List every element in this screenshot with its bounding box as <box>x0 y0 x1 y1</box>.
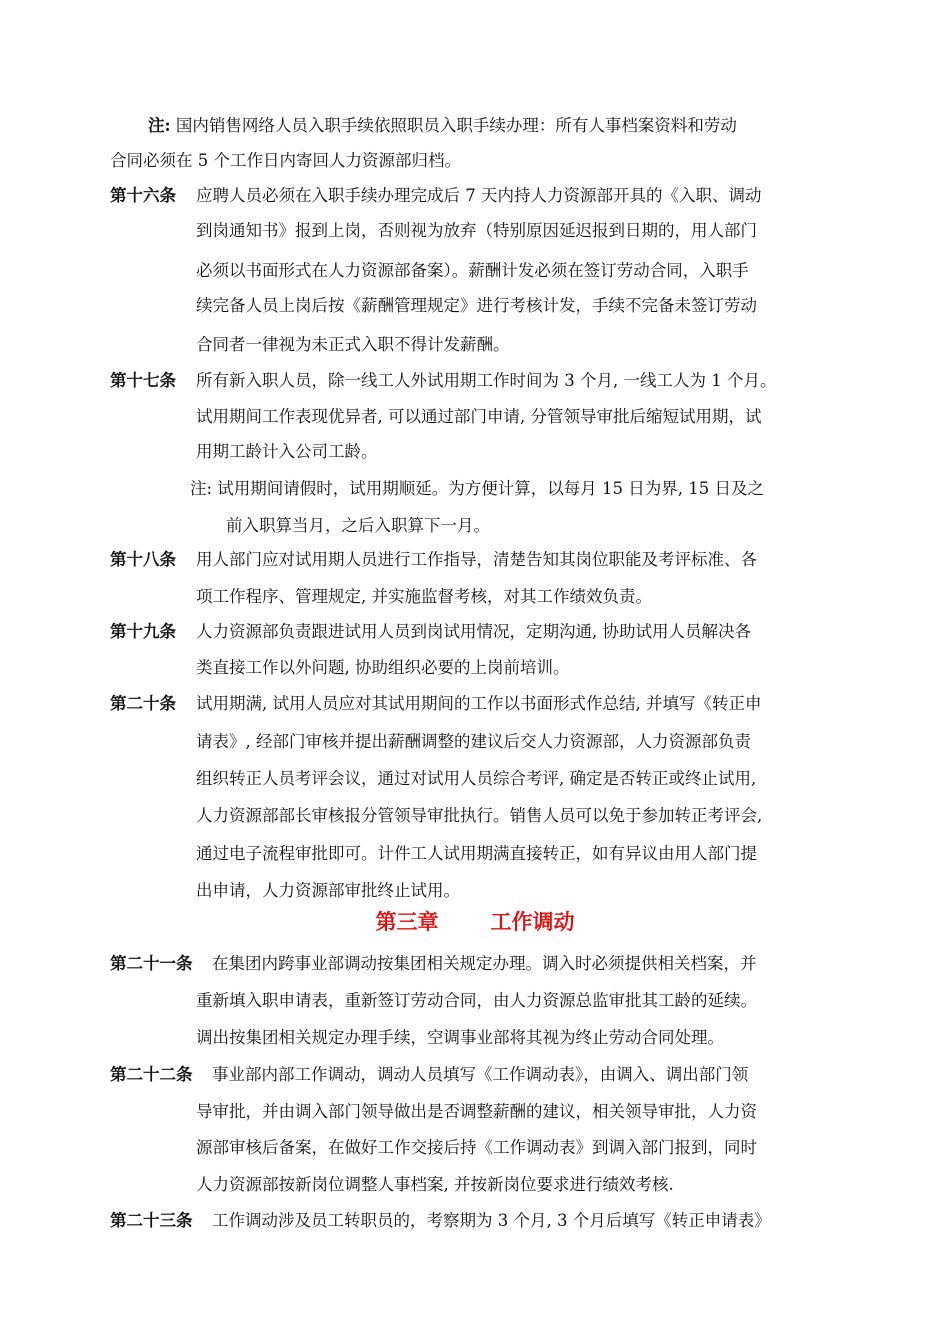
article-17-label: 第十七条 <box>110 371 176 390</box>
article-16-line: 应聘人员必须在入职手续办理完成后 7 天内持人力资源部开具的《入职、调动 <box>196 186 762 205</box>
article-22-label: 第二十二条 <box>110 1065 193 1084</box>
article-23-line: 工作调动涉及员工转职员的，考察期为 3 个月, 3 个月后填写《转正申请表》 <box>212 1211 771 1230</box>
article-22-line: 源部审核后备案，在做好工作交接后持《工作调动表》到调入部门报到，同时 <box>196 1138 757 1157</box>
article-22-line: 事业部内部工作调动，调动人员填写《工作调动表》，由调入、调出部门领 <box>212 1065 749 1084</box>
article-19-line: 人力资源部负责跟进试用人员到岗试用情况，定期沟通, 协助试用人员解决各 <box>196 622 751 641</box>
article-17-line: 试用期间工作表现优异者, 可以通过部门申请, 分管领导审批后缩短试用期，试 <box>196 407 762 426</box>
article-20-line: 出申请，人力资源部审批终止试用。 <box>196 881 460 900</box>
article-21-line: 在集团内跨事业部调动按集团相关规定办理。调入时必须提供相关档案，并 <box>212 954 757 973</box>
article-17-line: 所有新入职人员，除一线工人外试用期工作时间为 3 个月, 一线工人为 1 个月。 <box>196 371 777 390</box>
article-17-line: 用期工龄计入公司工龄。 <box>196 442 378 461</box>
note-paragraph <box>148 114 737 138</box>
article-16-line: 必须以书面形式在人力资源部备案）。薪酬计发必须在签订劳动合同，入职手 <box>196 261 749 280</box>
article-21-line: 重新填入职申请表，重新签订劳动合同，由人力资源总监审批其工龄的延续。 <box>196 991 757 1010</box>
article-16-line: 到岗通知书》报到上岗，否则视为放弃（特别原因延迟报到日期的，用人部门 <box>196 221 757 240</box>
chapter-heading <box>0 907 950 937</box>
article-17-note: 前入职算当月，之后入职算下一月。 <box>226 516 490 535</box>
article-20-line: 组织转正人员考评会议，通过对试用人员综合考评, 确定是否转正或终止试用, <box>196 769 757 788</box>
article-23-label: 第二十三条 <box>110 1211 193 1230</box>
article-22-line: 人力资源部按新岗位调整人事档案, 并按新岗位要求进行绩效考核. <box>196 1175 674 1194</box>
note-label: 注: <box>148 116 171 135</box>
article-19-line: 类直接工作以外问题, 协助组织必要的上岗前培训。 <box>196 658 570 677</box>
article-18-line: 用人部门应对试用期人员进行工作指导，清楚告知其岗位职能及考评标准、各 <box>196 550 757 569</box>
article-20-line: 试用期满, 试用人员应对其试用期间的工作以书面形式作总结, 并填写《转正申 <box>196 694 762 713</box>
article-16-line: 合同者一律视为未正式入职不得计发薪酬。 <box>196 335 510 354</box>
note-text-line: 国内销售网络人员入职手续依照职员入职手续办理：所有人事档案资料和劳动 <box>175 116 737 135</box>
article-20-line: 请表》, 经部门审核并提出薪酬调整的建议后交人力资源部，人力资源部负责 <box>196 732 751 751</box>
article-18-label: 第十八条 <box>110 550 176 569</box>
article-18-line: 项工作程序、管理规定, 并实施监督考核，对其工作绩效负责。 <box>196 587 652 606</box>
article-17-note: 注: 试用期间请假时，试用期顺延。为方便计算，以每月 15 日为界, 15 日及之 <box>190 479 765 498</box>
article-16-label: 第十六条 <box>110 186 176 205</box>
note-text-line: 合同必须在 5 个工作日内寄回人力资源部归档。 <box>110 151 461 170</box>
article-19-label: 第十九条 <box>110 622 176 641</box>
article-16-line: 续完备人员上岗后按《薪酬管理规定》进行考核计发，手续不完备未签订劳动 <box>196 296 757 315</box>
article-20-line: 通过电子流程审批即可。计件工人试用期满直接转正，如有异议由用人部门提 <box>196 844 757 863</box>
chapter-title: 工作调动 <box>490 909 575 934</box>
chapter-number: 第三章 <box>375 909 439 934</box>
article-20-line: 人力资源部部长审核报分管领导审批执行。销售人员可以免于参加转正考评会, <box>196 806 763 825</box>
article-21-label: 第二十一条 <box>110 954 193 973</box>
article-21-line: 调出按集团相关规定办理手续，空调事业部将其视为终止劳动合同处理。 <box>196 1028 724 1047</box>
article-22-line: 导审批，并由调入部门领导做出是否调整薪酬的建议，相关领导审批，人力资 <box>196 1102 757 1121</box>
article-20-label: 第二十条 <box>110 694 176 713</box>
